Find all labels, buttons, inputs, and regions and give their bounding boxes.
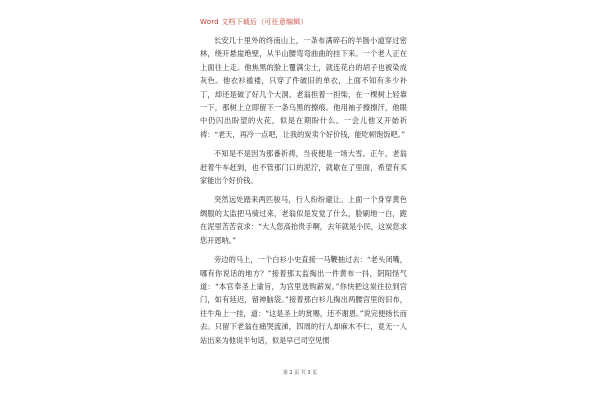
- page-number: 第 2 页 共 3 页: [282, 370, 318, 376]
- document-body: [200, 34, 407, 353]
- paragraph: 突然远处踏来两匹骏马，行人纷纷避让。上面一个身穿黄色绸服的太监把马骑过来，老翁似是发觉了什么，脸刷地一白，跪在泥里苦苦哀求：“大人您高抬贵手啊，去年就是小民，这炭您求您开恩呐。”: [200, 195, 407, 245]
- paragraph: 长安几十里外的终南山上，一条布满碎石的羊肠小道穿过密林，绕开悬崖绝壁，从半山腰弯弯曲曲的挂下来。一个老人正在上面往上走。他焦黑的脸上覆满尘土，就连花白的胡子也被染成灰色。他衣衫褴褛，只穿了件破旧的单衣，上面不知有多少补丁，却还是破了好几个大洞。老翁担着一担柴，在一棵树上轻靠一下，那树上立即留下一条乌黑的擦痕。他用袖子擦擦汗，他眼中仍闪出盼望的火花，似是在期盼什么。一会儿他又开始祈祷：“老天，再冷一点吧，让我的炭卖个好价钱，能吃顿饱饭吧。”: [200, 36, 407, 139]
- paragraph: 不知是不是因为那番祈祷，当夜便是一场大雪。正午，老翁赶着牛车赶到，也不管那门口的泥泞，就歇在了里面，希望有买家能出个好价钱。: [200, 149, 407, 186]
- download-note: Word 文档下载后（可任意编辑）: [200, 18, 308, 26]
- paragraph: 旁边的马上，一个白衫小史直接一马鞭抽过去：“老头闭嘴，哪有你说话的地方？”接着那太监掏出一件黄布一抖，阴阳怪气道：“本官奉圣上谕旨，为宫里选购薪炭。”你快把这炭往拉到宫门，如有延迟，留神脑袋。”接着那白衫儿掏出两腰宫里的旧布，往牛角上一挂，道：“这是圣上的赏赐，还不谢恩。”说完便扬长而去。只留下老翁在痛哭流涕，四周的行人却麻木不仁，竟无一人站出来为他说半句话，似是早已司空见惯: [200, 255, 407, 345]
